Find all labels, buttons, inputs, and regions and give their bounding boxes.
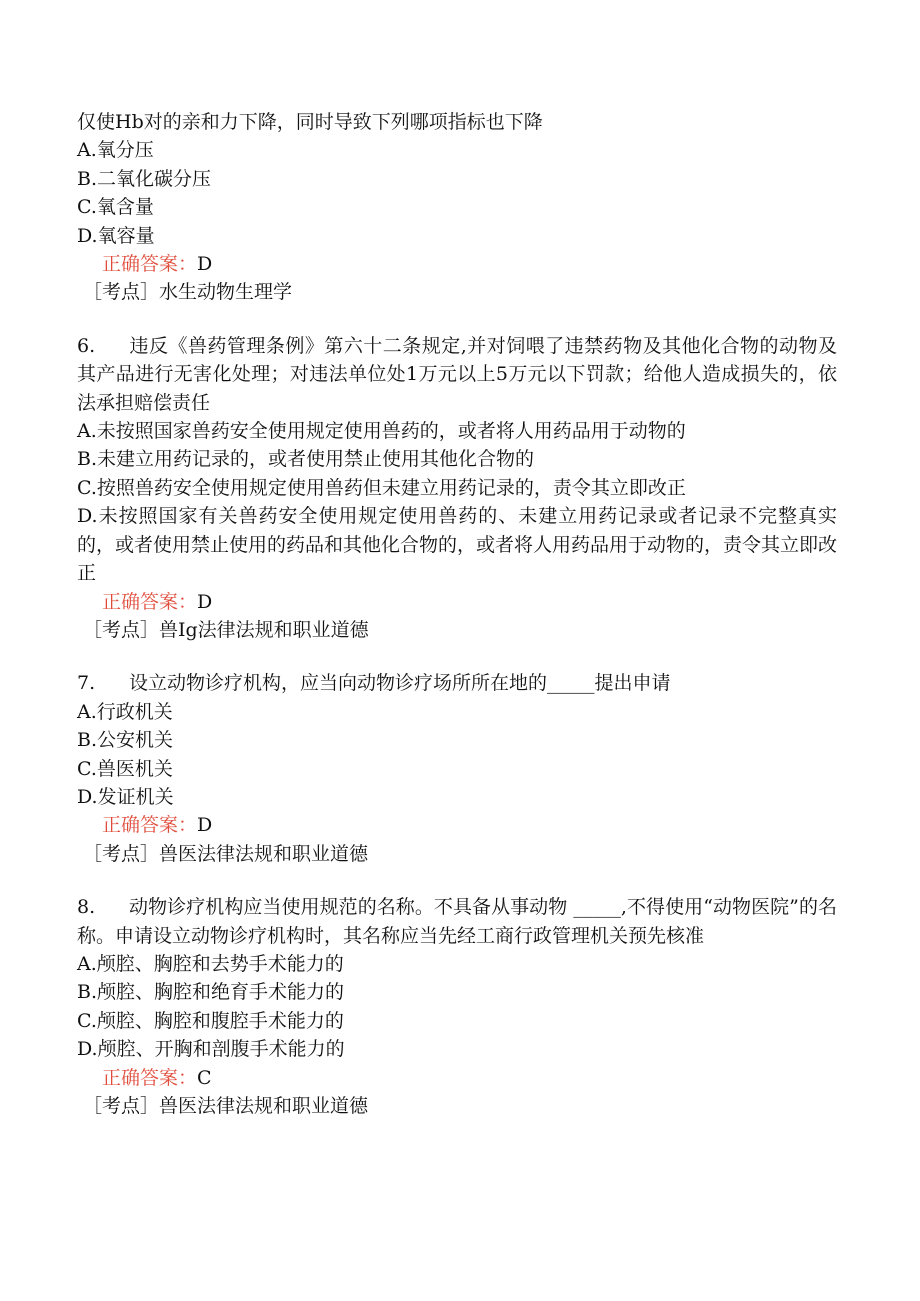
option-a: A.颅腔、胸腔和去势手术能力的 [77, 952, 344, 975]
topic-tag: ［考点］兽医法律法规和职业道德 [83, 1095, 369, 1117]
correct-answer [77, 811, 837, 839]
option-c: C.按照兽药安全使用规定使用兽药但未建立用药记录的，责令其立即改正 [77, 476, 686, 499]
question-stem [77, 893, 837, 950]
question-stem [77, 669, 837, 697]
option-b: B.颅腔、胸腔和绝育手术能力的 [77, 981, 345, 1004]
question-stem-text: 违反《兽药管理条例》第六十二条规定,并对饲喂了违禁药物及其他化合物的动物及其产品进行无害化处理；对违法单位处1万元以上5万元以下罚款；给他人造成损失的，依法承担赔偿责任 [77, 334, 837, 414]
answer-value: D [197, 590, 213, 613]
document-page [77, 108, 837, 1120]
option-d: D.颅腔、开胸和剖腹手术能力的 [77, 1038, 345, 1061]
answer-value: C [197, 1066, 212, 1089]
question-5-continuation [77, 108, 837, 307]
option-a: A.未按照国家兽药安全使用规定使用兽药的，或者将人用药品用于动物的 [77, 420, 686, 443]
question-6 [77, 332, 837, 644]
question-8 [77, 893, 837, 1120]
answer-label: 正确答案： [102, 253, 198, 276]
answer-label: 正确答案： [102, 1066, 198, 1089]
option-a: A.氧分压 [77, 139, 154, 162]
topic-tag: ［考点］水生动物生理学 [83, 281, 293, 304]
option-c: C.兽医机关 [77, 757, 173, 780]
option-d: D.氧容量 [77, 224, 155, 247]
answer-value: D [197, 253, 213, 276]
option-c: C.氧含量 [77, 196, 154, 219]
question-number: 7. [77, 672, 96, 695]
topic-tag: ［考点］兽Ig法律法规和职业道德 [83, 618, 369, 641]
correct-answer [77, 588, 837, 616]
topic-tag: ［考点］兽医法律法规和职业道德 [83, 842, 369, 865]
question-stem-text: 设立动物诊疗机构，应当向动物诊疗场所所在地的_____提出申请 [129, 672, 671, 695]
answer-value: D [197, 814, 213, 837]
correct-answer [77, 250, 837, 278]
option-a: A.行政机关 [77, 700, 173, 723]
question-7 [77, 669, 837, 868]
answer-label: 正确答案： [102, 814, 198, 837]
answer-label: 正确答案： [102, 590, 198, 613]
question-stem-text: 动物诊疗机构应当使用规范的名称。不具备从事动物 _____,不得使用“动物医院”的名称。申请设立动物诊疗机构时，其名称应当先经工商行政管理机关预先核准 [77, 896, 837, 947]
option-b: B.二氧化碳分压 [77, 167, 212, 190]
option-c: C.颅腔、胸腔和腹腔手术能力的 [77, 1009, 344, 1032]
question-stem-line: 仅使Hb对的亲和力下降，同时导致下列哪项指标也下降 [77, 111, 543, 133]
option-b: B.未建立用药记录的，或者使用禁止使用其他化合物的 [77, 448, 535, 471]
correct-answer [77, 1064, 837, 1092]
option-d: D.未按照国家有关兽药安全使用规定使用兽药的、未建立用药记录或者记录不完整真实的，或者使用禁止使用的药品和其他化合物的，或者将人用药品用于动物的，责令其立即改正 [77, 505, 838, 585]
option-b: B.公安机关 [77, 729, 174, 752]
question-stem [77, 332, 837, 417]
option-d: D.发证机关 [77, 785, 174, 808]
question-number: 6. [77, 334, 96, 357]
question-number: 8. [77, 896, 96, 919]
